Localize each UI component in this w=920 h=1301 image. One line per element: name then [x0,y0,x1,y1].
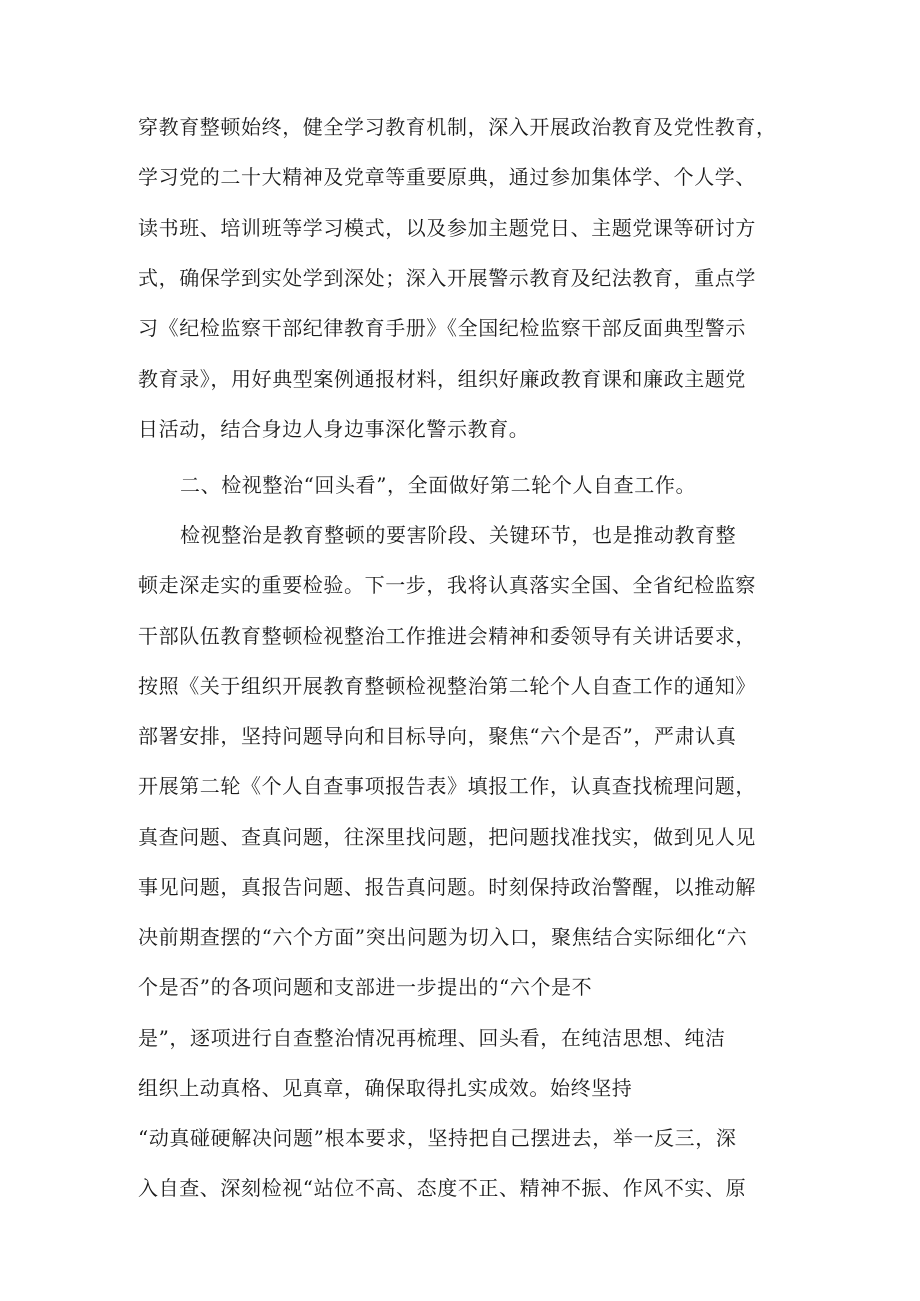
text-line: 顿走深走实的重要检验。下一步，我将认真落实全国、全省纪检监察 [138,573,756,597]
text-line: 决前期查摆的“六个方面”突出问题为切入口，聚焦结合实际细化“六 [138,925,748,949]
text-line: 读书班、培训班等学习模式，以及参加主题党日、主题党课等研讨方 [138,216,756,240]
text-line: 日活动，结合身边人身边事深化警示教育。 [138,417,530,441]
paragraph-first-line: 检视整治是教育整顿的要害阶段、关键环节，也是推动教育整 [180,523,737,547]
text-line: 按照《关于组织开展教育整顿检视整治第二轮个人自查工作的通知》 [138,674,756,698]
text-line: 习《纪检监察干部纪律教育手册》《全国纪检监察干部反面典型警示 [138,316,746,340]
text-line: 干部队伍教育整顿检视整治工作推进会精神和委领导有关讲话要求， [138,624,756,648]
section-heading: 二、检视整治“回头看”，全面做好第二轮个人自查工作。 [180,473,697,497]
text-line: 开展第二轮《个人自查事项报告表》填报工作，认真查找梳理问题， [138,774,756,798]
text-line: 事见问题，真报告问题、报告真问题。时刻保持政治警醒，以推动解 [138,875,756,899]
text-line: 部署安排，坚持问题导向和目标导向，聚焦“六个是否”，严肃认真 [138,724,737,748]
text-line: 个是否”的各项问题和支部进一步提出的“六个是不 [138,975,593,999]
text-line: 学习党的二十大精神及党章等重要原典，通过参加集体学、个人学、 [138,165,756,189]
text-line: 式，确保学到实处学到深处；深入开展警示教育及纪法教育，重点学 [138,266,756,290]
text-line: 组织上动真格、见真章，确保取得扎实成效。始终坚持 [138,1076,633,1100]
text-line: 真查问题、查真问题，往深里找问题，把问题找准找实，做到见人见 [138,825,756,849]
text-line: 教育录》，用好典型案例通报材料，组织好廉政教育课和廉政主题党 [138,367,746,391]
text-line: 是”，逐项进行自查整治情况再梳理、回头看，在纯洁思想、纯洁 [138,1026,726,1050]
text-line: 入自查、深刻检视“站位不高、态度不正、精神不振、作风不实、原 [138,1176,747,1200]
text-line: 穿教育整顿始终，健全学习教育机制，深入开展政治教育及党性教育， [138,115,777,139]
text-line: “动真碰硬解决问题”根本要求，坚持把自己摆进去，举一反三，深 [138,1126,737,1150]
